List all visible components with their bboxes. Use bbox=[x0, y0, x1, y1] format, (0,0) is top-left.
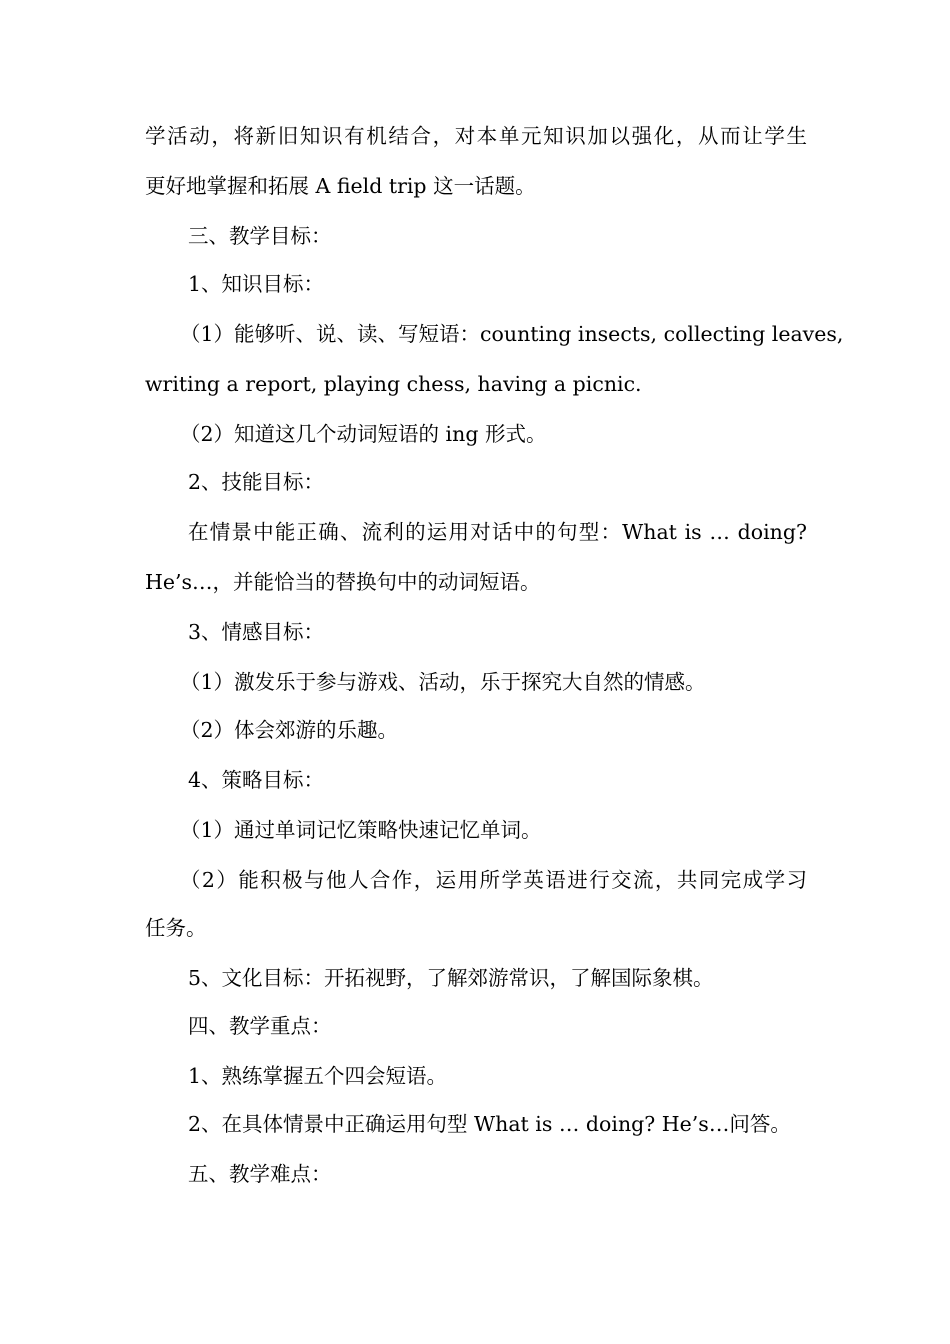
paragraph-line: 学活动，将新旧知识有机结合，对本单元知识加以强化，从而让学生 bbox=[145, 124, 807, 148]
section-heading: 三、教学目标： bbox=[188, 224, 332, 248]
paragraph-line: 在情景中能正确、流利的运用对话中的句型：What is … doing? bbox=[188, 520, 807, 544]
paragraph-line: （2）能积极与他人合作，运用所学英语进行交流，共同完成学习 bbox=[180, 868, 807, 892]
paragraph-line: （1）能够听、说、读、写短语：counting insects, collecting leaves, bbox=[180, 322, 844, 346]
section-heading: 五、教学难点： bbox=[188, 1162, 332, 1186]
paragraph-line: 更好地掌握和拓展 A field trip 这一话题。 bbox=[145, 174, 536, 198]
subsection-heading: 3、情感目标： bbox=[188, 620, 325, 644]
paragraph-line: （2）知道这几个动词短语的 ing 形式。 bbox=[180, 422, 547, 446]
section-heading: 四、教学重点： bbox=[188, 1014, 332, 1038]
paragraph-line: 2、在具体情景中正确运用句型 What is … doing? He’s…问答。 bbox=[188, 1112, 791, 1136]
paragraph-line: writing a report, playing chess, having a picnic. bbox=[145, 372, 642, 396]
subsection-heading: 4、策略目标： bbox=[188, 768, 325, 792]
subsection-heading: 5、文化目标：开拓视野，了解郊游常识，了解国际象棋。 bbox=[188, 966, 714, 990]
paragraph-line: 1、熟练掌握五个四会短语。 bbox=[188, 1064, 448, 1088]
paragraph-line: He’s…，并能恰当的替换句中的动词短语。 bbox=[145, 570, 541, 594]
paragraph-line: （2）体会郊游的乐趣。 bbox=[180, 718, 399, 742]
subsection-heading: 1、知识目标： bbox=[188, 272, 325, 296]
paragraph-line: 任务。 bbox=[145, 916, 207, 940]
paragraph-line: （1）激发乐于参与游戏、活动，乐于探究大自然的情感。 bbox=[180, 670, 706, 694]
subsection-heading: 2、技能目标： bbox=[188, 470, 325, 494]
paragraph-line: （1）通过单词记忆策略快速记忆单词。 bbox=[180, 818, 542, 842]
